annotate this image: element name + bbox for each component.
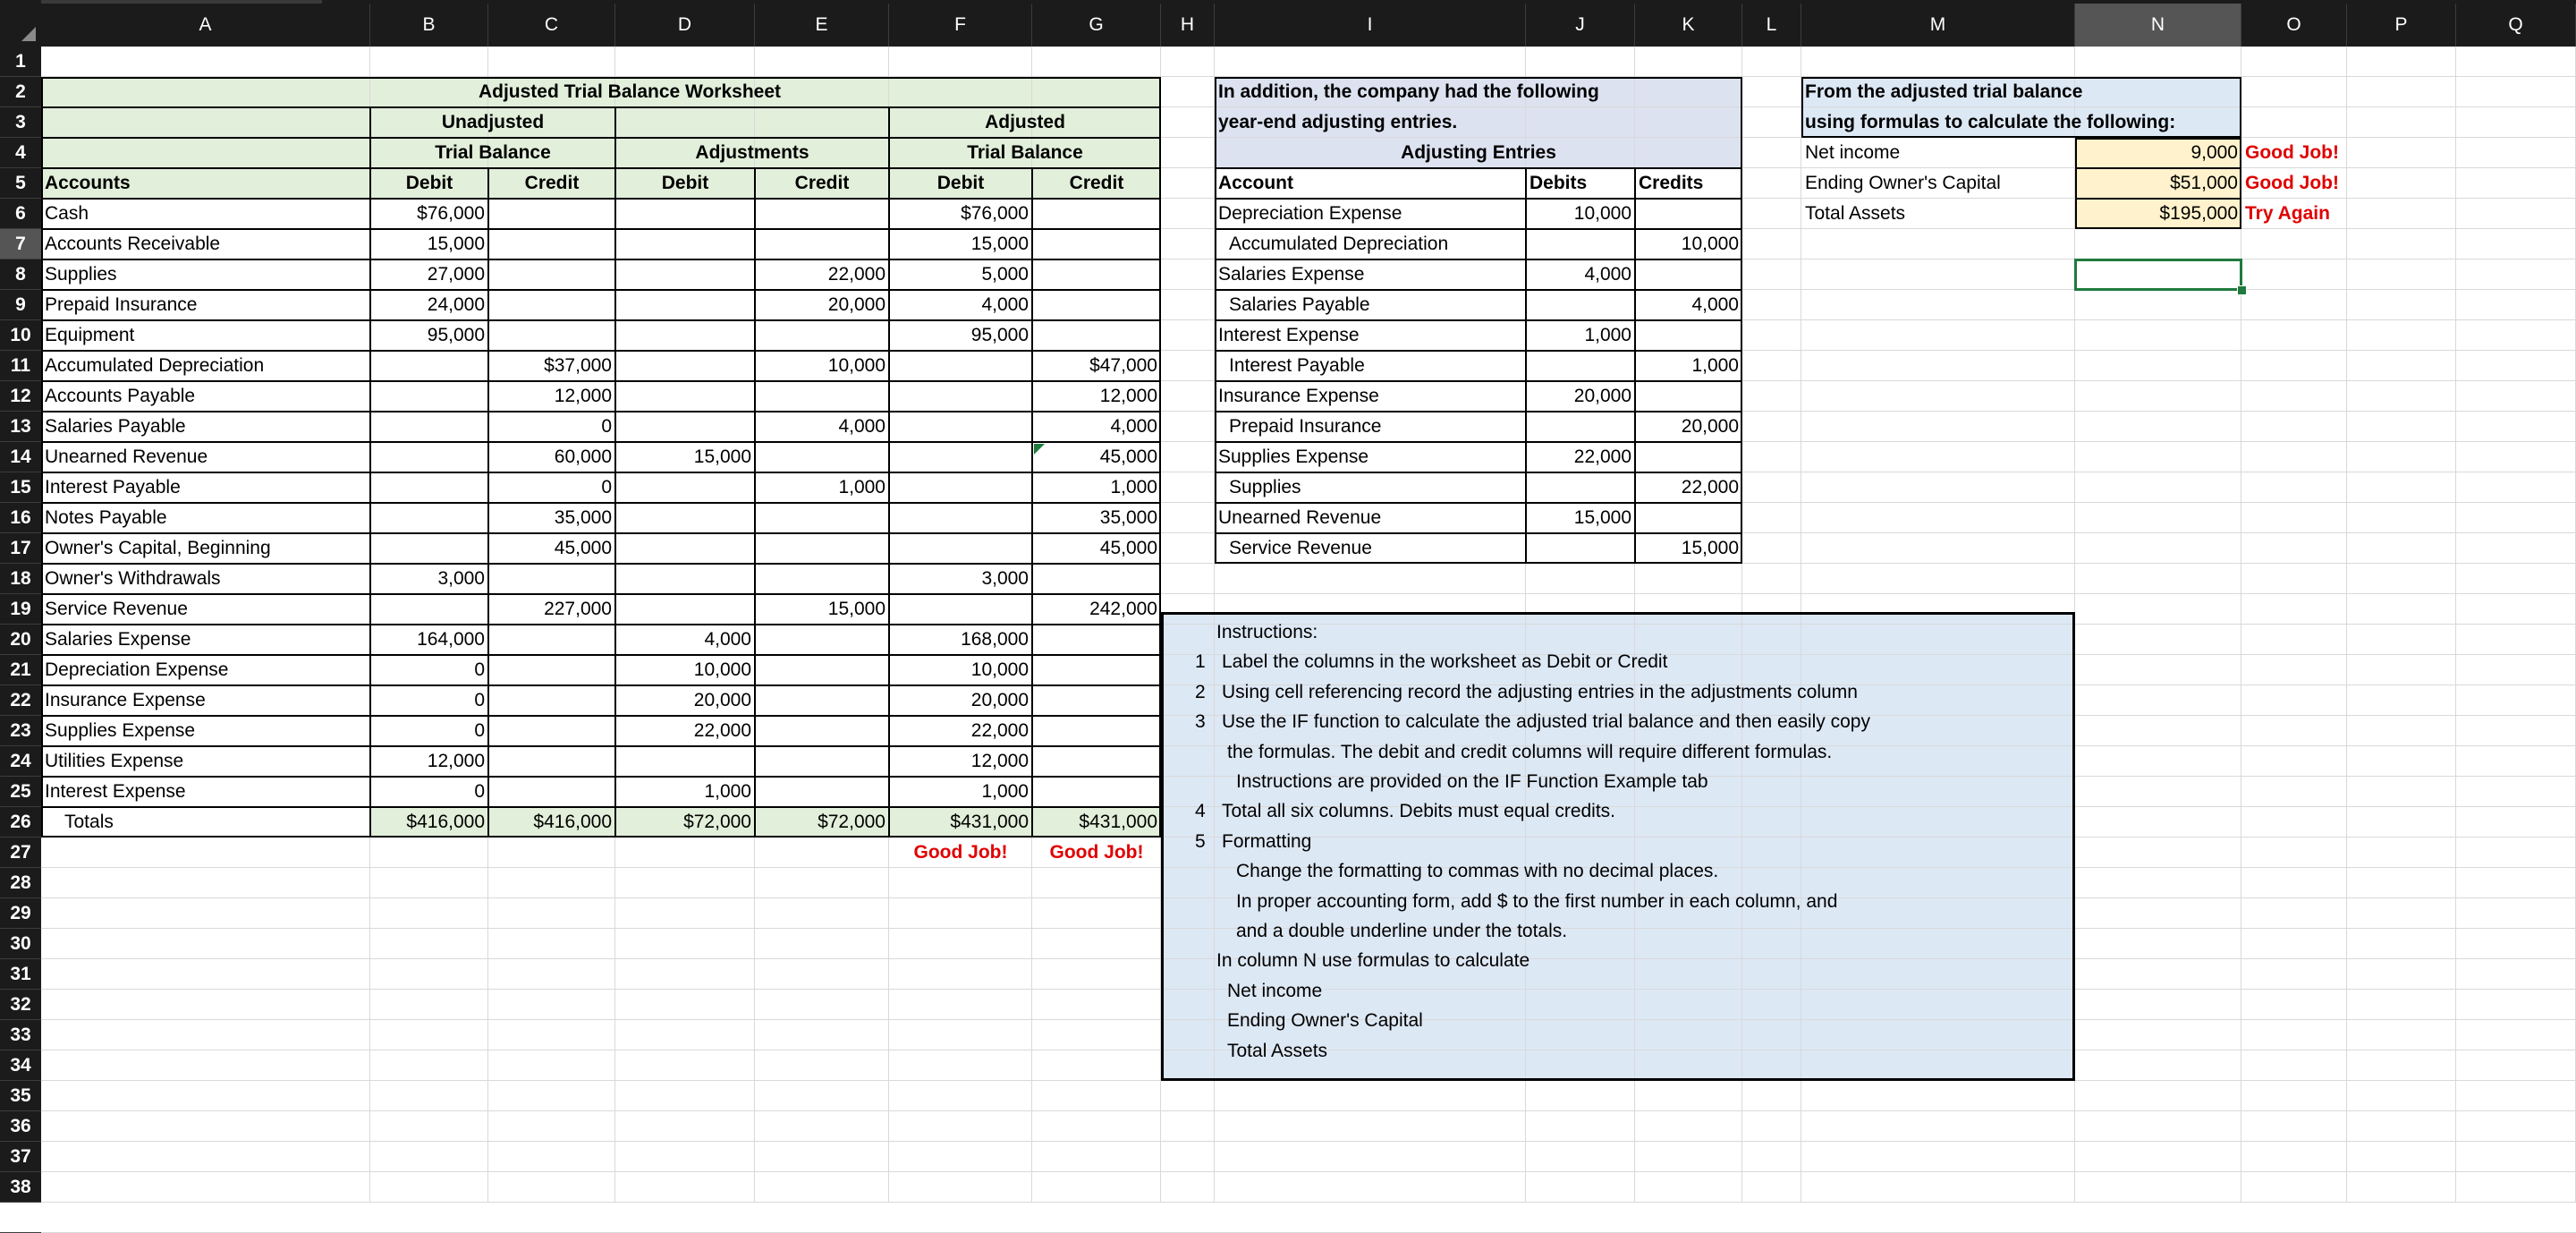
- adjusting-entry-account[interactable]: Salaries Payable: [1229, 294, 1370, 315]
- row-header-35[interactable]: 35: [0, 1081, 41, 1111]
- row-header-8[interactable]: 8: [0, 259, 41, 290]
- gridline: [41, 1171, 2576, 1172]
- account-name[interactable]: Prepaid Insurance: [45, 294, 198, 315]
- adjusting-entry-account[interactable]: Supplies: [1229, 477, 1301, 497]
- account-name[interactable]: Owner's Capital, Beginning: [45, 538, 271, 558]
- adjusting-entry-credit[interactable]: 4,000: [1691, 294, 1739, 315]
- column-header-p[interactable]: P: [2347, 4, 2456, 47]
- row-header-23[interactable]: 23: [0, 716, 41, 746]
- column-header-h[interactable]: H: [1161, 4, 1215, 47]
- row-header-34[interactable]: 34: [0, 1050, 41, 1081]
- amount-cell-b[interactable]: $76,000: [417, 203, 485, 224]
- column-header-debit-d[interactable]: Debit: [661, 173, 709, 193]
- row-border: [1215, 167, 1742, 169]
- instruction-number: 4: [1195, 801, 1206, 822]
- column-header-o[interactable]: O: [2241, 4, 2347, 47]
- summary-values-border: [2075, 138, 2241, 229]
- col-border: [754, 168, 756, 838]
- row-header-31[interactable]: 31: [0, 959, 41, 990]
- instruction-text: and a double underline under the totals.: [1236, 921, 1568, 941]
- amount-cell-f[interactable]: 1,000: [981, 781, 1029, 802]
- amount-cell-f[interactable]: 22,000: [970, 720, 1029, 741]
- row-header-16[interactable]: 16: [0, 503, 41, 533]
- amount-cell-b[interactable]: 0: [474, 690, 485, 710]
- adjusting-entry-credit[interactable]: 20,000: [1681, 416, 1739, 437]
- adjusting-entry-debit[interactable]: 10,000: [1573, 203, 1631, 224]
- amount-cell-f[interactable]: 5,000: [981, 264, 1029, 285]
- row-border: [1215, 472, 1742, 473]
- amount-cell-e[interactable]: 15,000: [827, 599, 886, 619]
- row-header-6[interactable]: 6: [0, 199, 41, 229]
- account-name[interactable]: Salaries Expense: [45, 629, 191, 650]
- row-header-17[interactable]: 17: [0, 533, 41, 564]
- row-header-3[interactable]: 3: [0, 107, 41, 138]
- column-header-f[interactable]: F: [889, 4, 1032, 47]
- row-header-24[interactable]: 24: [0, 746, 41, 777]
- adjusting-credits-header[interactable]: Credits: [1639, 173, 1704, 193]
- row-border: [1215, 198, 1742, 200]
- amount-cell-g[interactable]: 12,000: [1099, 386, 1157, 406]
- row-border: [41, 502, 1161, 504]
- adjusting-entry-credit[interactable]: 15,000: [1681, 538, 1739, 558]
- account-name[interactable]: Salaries Payable: [45, 416, 186, 437]
- col-border: [369, 107, 371, 838]
- column-header-l[interactable]: L: [1742, 4, 1801, 47]
- column-header-e[interactable]: E: [755, 4, 889, 47]
- summary-feedback[interactable]: Try Again: [2245, 203, 2330, 224]
- unadjusted-label[interactable]: Unadjusted: [441, 112, 545, 132]
- amount-cell-e[interactable]: 22,000: [827, 264, 886, 285]
- amount-cell-f[interactable]: 95,000: [970, 325, 1029, 345]
- row-border: [1215, 319, 1742, 321]
- column-header-k[interactable]: K: [1635, 4, 1742, 47]
- row-border: [41, 624, 1161, 625]
- gridline: [41, 1141, 2576, 1142]
- row-header-26[interactable]: 26: [0, 807, 41, 838]
- summary-intro-line1[interactable]: From the adjusted trial balance: [1805, 81, 2083, 102]
- amount-cell-f[interactable]: 3,000: [981, 568, 1029, 589]
- account-name[interactable]: Utilities Expense: [45, 751, 184, 771]
- gridline: [41, 1110, 2576, 1111]
- row-header-19[interactable]: 19: [0, 594, 41, 625]
- instruction-number: 3: [1195, 711, 1206, 733]
- row-header-21[interactable]: 21: [0, 655, 41, 685]
- column-header-c[interactable]: C: [488, 4, 615, 47]
- row-border: [41, 776, 1161, 778]
- amount-cell-f[interactable]: 15,000: [970, 234, 1029, 254]
- column-header-g[interactable]: G: [1032, 4, 1161, 47]
- account-name[interactable]: Notes Payable: [45, 507, 167, 528]
- row-header-18[interactable]: 18: [0, 564, 41, 594]
- selected-cell-n8[interactable]: [2074, 259, 2242, 291]
- total-amount-g[interactable]: $431,000: [1079, 812, 1157, 832]
- adjusting-entry-credit[interactable]: 1,000: [1691, 355, 1739, 376]
- row-border: [41, 198, 1161, 200]
- summary-intro-border: [1801, 77, 2241, 138]
- column-header-debit-f[interactable]: Debit: [936, 173, 985, 193]
- amount-cell-d[interactable]: 10,000: [693, 659, 751, 680]
- instruction-text: Instructions:: [1216, 622, 1318, 642]
- instruction-text: Change the formatting to commas with no decimal places.: [1236, 861, 1719, 882]
- adjusting-entries-title[interactable]: Adjusting Entries: [1401, 142, 1556, 163]
- accounts-header[interactable]: Accounts: [45, 173, 131, 193]
- row-border: [41, 745, 1161, 747]
- adjusting-entry-debit[interactable]: 20,000: [1573, 386, 1631, 406]
- account-name[interactable]: Owner's Withdrawals: [45, 568, 221, 589]
- adjusted-label[interactable]: Adjusted: [985, 112, 1065, 132]
- amount-cell-g[interactable]: 1,000: [1110, 477, 1157, 497]
- row-border: [41, 654, 1161, 656]
- adjusting-intro-line2[interactable]: year-end adjusting entries.: [1218, 112, 1458, 132]
- amount-cell-c[interactable]: 60,000: [554, 446, 612, 467]
- row-border: [41, 167, 1161, 169]
- amount-cell-e[interactable]: 10,000: [827, 355, 886, 376]
- amount-cell-f[interactable]: 168,000: [961, 629, 1029, 650]
- row-border: [2075, 198, 2241, 200]
- column-header-j[interactable]: J: [1526, 4, 1635, 47]
- row-header-36[interactable]: 36: [0, 1111, 41, 1142]
- amount-cell-e[interactable]: 20,000: [827, 294, 886, 315]
- row-border: [1215, 228, 1742, 230]
- account-name[interactable]: Depreciation Expense: [45, 659, 229, 680]
- instruction-text: Use the IF function to calculate the adjusted trial balance and then easily copy: [1222, 711, 1870, 733]
- amount-cell-b[interactable]: 0: [474, 781, 485, 802]
- row-border: [41, 532, 1161, 534]
- select-all-triangle-icon: [21, 27, 36, 41]
- row-border: [41, 137, 1161, 139]
- row-border: [41, 563, 1161, 565]
- summary-value[interactable]: $195,000: [2159, 203, 2238, 224]
- worksheet-outer-border: [41, 77, 1161, 838]
- instruction-number: 5: [1195, 830, 1206, 852]
- row-header-33[interactable]: 33: [0, 1020, 41, 1050]
- column-header-credit-c[interactable]: Credit: [524, 173, 580, 193]
- row-border: [41, 106, 1161, 108]
- row-header-5[interactable]: 5: [0, 168, 41, 199]
- row-border: [1215, 502, 1742, 504]
- instruction-text: Net income: [1227, 980, 1323, 1001]
- account-name[interactable]: Accounts Receivable: [45, 234, 221, 254]
- col-border: [487, 168, 489, 838]
- amount-cell-b[interactable]: 24,000: [427, 294, 485, 315]
- amount-cell-e[interactable]: 1,000: [838, 477, 886, 497]
- row-border: [41, 380, 1161, 382]
- adjusting-entry-debit[interactable]: 4,000: [1584, 264, 1631, 285]
- total-amount-d[interactable]: $72,000: [683, 812, 751, 832]
- adjusting-entry-debit[interactable]: 1,000: [1584, 325, 1631, 345]
- summary-value[interactable]: $51,000: [2170, 173, 2238, 193]
- gridline: [2455, 47, 2456, 1203]
- row-border: [41, 319, 1161, 321]
- adjusting-entry-account[interactable]: Accumulated Depreciation: [1229, 234, 1449, 254]
- account-name[interactable]: Equipment: [45, 325, 135, 345]
- column-header-a[interactable]: A: [41, 4, 370, 47]
- summary-label[interactable]: Total Assets: [1805, 203, 1906, 224]
- instruction-text: Label the columns in the worksheet as Debit or Credit: [1222, 651, 1668, 673]
- instruction-text: Total Assets: [1227, 1040, 1328, 1061]
- col-border: [1525, 168, 1527, 564]
- amount-cell-f[interactable]: 10,000: [970, 659, 1029, 680]
- row-border: [41, 685, 1161, 686]
- amount-cell-e[interactable]: 4,000: [838, 416, 886, 437]
- account-name[interactable]: Interest Payable: [45, 477, 181, 497]
- account-name[interactable]: Service Revenue: [45, 599, 188, 619]
- column-header-i[interactable]: I: [1215, 4, 1526, 47]
- row-header-25[interactable]: 25: [0, 777, 41, 807]
- row-header-28[interactable]: 28: [0, 868, 41, 898]
- amount-cell-d[interactable]: 4,000: [704, 629, 751, 650]
- total-amount-f[interactable]: $431,000: [950, 812, 1029, 832]
- adjusting-account-header[interactable]: Account: [1218, 173, 1293, 193]
- totals-label[interactable]: Totals: [64, 812, 114, 832]
- amount-cell-c[interactable]: 45,000: [554, 538, 612, 558]
- row-border: [41, 715, 1161, 717]
- row-header-29[interactable]: 29: [0, 898, 41, 929]
- summary-label[interactable]: Net income: [1805, 142, 1901, 163]
- adjusting-intro-line1[interactable]: In addition, the company had the following: [1218, 81, 1599, 102]
- adjusting-entry-account[interactable]: Interest Expense: [1218, 325, 1360, 345]
- row-border: [41, 472, 1161, 473]
- adjusting-entry-debit[interactable]: 15,000: [1573, 507, 1631, 528]
- amount-cell-g[interactable]: 45,000: [1099, 446, 1157, 467]
- row-border: [1215, 350, 1742, 352]
- amount-cell-b[interactable]: 3,000: [437, 568, 485, 589]
- column-header-b[interactable]: B: [370, 4, 488, 47]
- amount-cell-g[interactable]: 4,000: [1110, 416, 1157, 437]
- row-border: [41, 289, 1161, 291]
- row-header-2[interactable]: 2: [0, 77, 41, 107]
- amount-cell-d[interactable]: 22,000: [693, 720, 751, 741]
- amount-cell-d[interactable]: 20,000: [693, 690, 751, 710]
- account-name[interactable]: Insurance Expense: [45, 690, 206, 710]
- col-border: [888, 107, 890, 838]
- amount-cell-f[interactable]: 12,000: [970, 751, 1029, 771]
- column-header-q[interactable]: Q: [2456, 4, 2576, 47]
- row-header-30[interactable]: 30: [0, 929, 41, 959]
- row-header-14[interactable]: 14: [0, 442, 41, 472]
- summary-feedback[interactable]: Good Job!: [2245, 173, 2339, 193]
- row-border: [1215, 441, 1742, 443]
- row-border: [41, 593, 1161, 595]
- row-border: [41, 350, 1161, 352]
- account-name[interactable]: Interest Expense: [45, 781, 186, 802]
- amount-cell-b[interactable]: 164,000: [417, 629, 485, 650]
- amount-cell-c[interactable]: 227,000: [544, 599, 612, 619]
- amount-cell-c[interactable]: $37,000: [544, 355, 612, 376]
- adjusting-entry-credit[interactable]: 22,000: [1681, 477, 1739, 497]
- amount-cell-c[interactable]: 35,000: [554, 507, 612, 528]
- adjusting-entry-debit[interactable]: 22,000: [1573, 446, 1631, 467]
- instruction-number: 1: [1195, 651, 1206, 673]
- row-header-15[interactable]: 15: [0, 472, 41, 503]
- instruction-text: Ending Owner's Capital: [1227, 1010, 1423, 1032]
- row-border: [41, 228, 1161, 230]
- account-name[interactable]: Unearned Revenue: [45, 446, 208, 467]
- column-header-m[interactable]: M: [1801, 4, 2075, 47]
- instruction-number: 2: [1195, 681, 1206, 702]
- summary-value[interactable]: 9,000: [2190, 142, 2238, 163]
- adjustments-label[interactable]: Adjustments: [695, 142, 809, 163]
- account-name[interactable]: Supplies Expense: [45, 720, 196, 741]
- row-border: [41, 806, 1161, 808]
- row-header-1[interactable]: 1: [0, 47, 41, 77]
- amount-cell-b[interactable]: 0: [474, 720, 485, 741]
- row-border: [41, 441, 1161, 443]
- adjusting-entry-account[interactable]: Interest Payable: [1229, 355, 1365, 376]
- select-all-corner[interactable]: [0, 0, 41, 47]
- col-border: [1031, 168, 1033, 838]
- fill-handle[interactable]: [2237, 285, 2247, 295]
- adjusting-entry-account[interactable]: Unearned Revenue: [1218, 507, 1382, 528]
- total-amount-b[interactable]: $416,000: [406, 812, 485, 832]
- row-header-20[interactable]: 20: [0, 625, 41, 655]
- total-amount-c[interactable]: $416,000: [533, 812, 612, 832]
- account-name[interactable]: Supplies: [45, 264, 117, 285]
- row-header-13[interactable]: 13: [0, 412, 41, 442]
- amount-cell-c[interactable]: 12,000: [554, 386, 612, 406]
- error-indicator-icon: [1034, 444, 1045, 455]
- column-header-credit-g[interactable]: Credit: [1069, 173, 1124, 193]
- amount-cell-d[interactable]: 1,000: [704, 781, 751, 802]
- account-name[interactable]: Cash: [45, 203, 89, 224]
- adjusting-entry-account[interactable]: Salaries Expense: [1218, 264, 1365, 285]
- row-border: [1215, 380, 1742, 382]
- amount-cell-b[interactable]: 0: [474, 659, 485, 680]
- row-header-10[interactable]: 10: [0, 320, 41, 351]
- summary-label[interactable]: Ending Owner's Capital: [1805, 173, 2001, 193]
- row-header-22[interactable]: 22: [0, 685, 41, 716]
- row-header-37[interactable]: 37: [0, 1142, 41, 1172]
- row-header-32[interactable]: 32: [0, 990, 41, 1020]
- adjusting-entry-account[interactable]: Prepaid Insurance: [1229, 416, 1382, 437]
- amount-cell-c[interactable]: 0: [601, 477, 612, 497]
- amount-cell-b[interactable]: 27,000: [427, 264, 485, 285]
- row-header-7[interactable]: 7: [0, 229, 41, 259]
- amount-cell-f[interactable]: 20,000: [970, 690, 1029, 710]
- row-header-27[interactable]: 27: [0, 838, 41, 868]
- instruction-text: the formulas. The debit and credit columns will require different formulas.: [1227, 741, 1833, 762]
- adjusting-entry-account[interactable]: Insurance Expense: [1218, 386, 1379, 406]
- feedback-adjusted-debit[interactable]: Good Job!: [913, 842, 1008, 863]
- instruction-text: Using cell referencing record the adjusting entries in the adjustments column: [1222, 681, 1858, 702]
- account-name[interactable]: Accounts Payable: [45, 386, 196, 406]
- instruction-text: Instructions are provided on the IF Function Example tab: [1236, 771, 1708, 792]
- amount-cell-f[interactable]: $76,000: [961, 203, 1029, 224]
- adjusting-entry-account[interactable]: Supplies Expense: [1218, 446, 1369, 467]
- amount-cell-b[interactable]: 15,000: [427, 234, 485, 254]
- amount-cell-b[interactable]: 12,000: [427, 751, 485, 771]
- row-border: [41, 411, 1161, 412]
- column-header-debit-b[interactable]: Debit: [405, 173, 453, 193]
- adjusting-entry-account[interactable]: Depreciation Expense: [1218, 203, 1402, 224]
- amount-cell-g[interactable]: $47,000: [1089, 355, 1157, 376]
- amount-cell-f[interactable]: 4,000: [981, 294, 1029, 315]
- column-header-d[interactable]: D: [615, 4, 755, 47]
- summary-intro-line2[interactable]: using formulas to calculate the following:: [1805, 112, 2176, 132]
- row-header-12[interactable]: 12: [0, 381, 41, 412]
- unadjusted-trial-balance-label[interactable]: Trial Balance: [435, 142, 551, 163]
- worksheet-title[interactable]: Adjusted Trial Balance Worksheet: [478, 81, 782, 102]
- amount-cell-g[interactable]: 242,000: [1089, 599, 1157, 619]
- row-header-38[interactable]: 38: [0, 1172, 41, 1203]
- instruction-text: In column N use formulas to calculate: [1216, 950, 1530, 972]
- amount-cell-d[interactable]: 15,000: [693, 446, 751, 467]
- adjusting-entry-credit[interactable]: 10,000: [1681, 234, 1739, 254]
- amount-cell-c[interactable]: 0: [601, 416, 612, 437]
- row-header-11[interactable]: 11: [0, 351, 41, 381]
- row-header-39[interactable]: 39: [0, 1203, 41, 1233]
- row-border: [1215, 411, 1742, 412]
- amount-cell-b[interactable]: 95,000: [427, 325, 485, 345]
- instruction-text: Formatting: [1222, 830, 1312, 852]
- col-border: [1634, 168, 1636, 564]
- adjusting-debits-header[interactable]: Debits: [1530, 173, 1588, 193]
- row-border: [1215, 289, 1742, 291]
- col-border: [614, 107, 616, 838]
- column-header-n[interactable]: N: [2075, 4, 2241, 47]
- row-border: [1215, 259, 1742, 260]
- row-border: [2075, 167, 2241, 169]
- instruction-text: Total all six columns. Debits must equal credits.: [1222, 801, 1616, 822]
- row-border: [41, 259, 1161, 260]
- account-name[interactable]: Accumulated Depreciation: [45, 355, 265, 376]
- adjusting-entry-account[interactable]: Service Revenue: [1229, 538, 1372, 558]
- row-border: [1215, 532, 1742, 534]
- summary-feedback[interactable]: Good Job!: [2245, 142, 2339, 163]
- feedback-adjusted-credit[interactable]: Good Job!: [1049, 842, 1144, 863]
- total-amount-e[interactable]: $72,000: [818, 812, 886, 832]
- instruction-text: In proper accounting form, add $ to the first number in each column, and: [1236, 890, 1838, 912]
- adjusted-trial-balance-label[interactable]: Trial Balance: [967, 142, 1083, 163]
- row-header-4[interactable]: 4: [0, 138, 41, 168]
- column-header-credit-e[interactable]: Credit: [794, 173, 850, 193]
- amount-cell-g[interactable]: 45,000: [1099, 538, 1157, 558]
- row-header-9[interactable]: 9: [0, 290, 41, 320]
- amount-cell-g[interactable]: 35,000: [1099, 507, 1157, 528]
